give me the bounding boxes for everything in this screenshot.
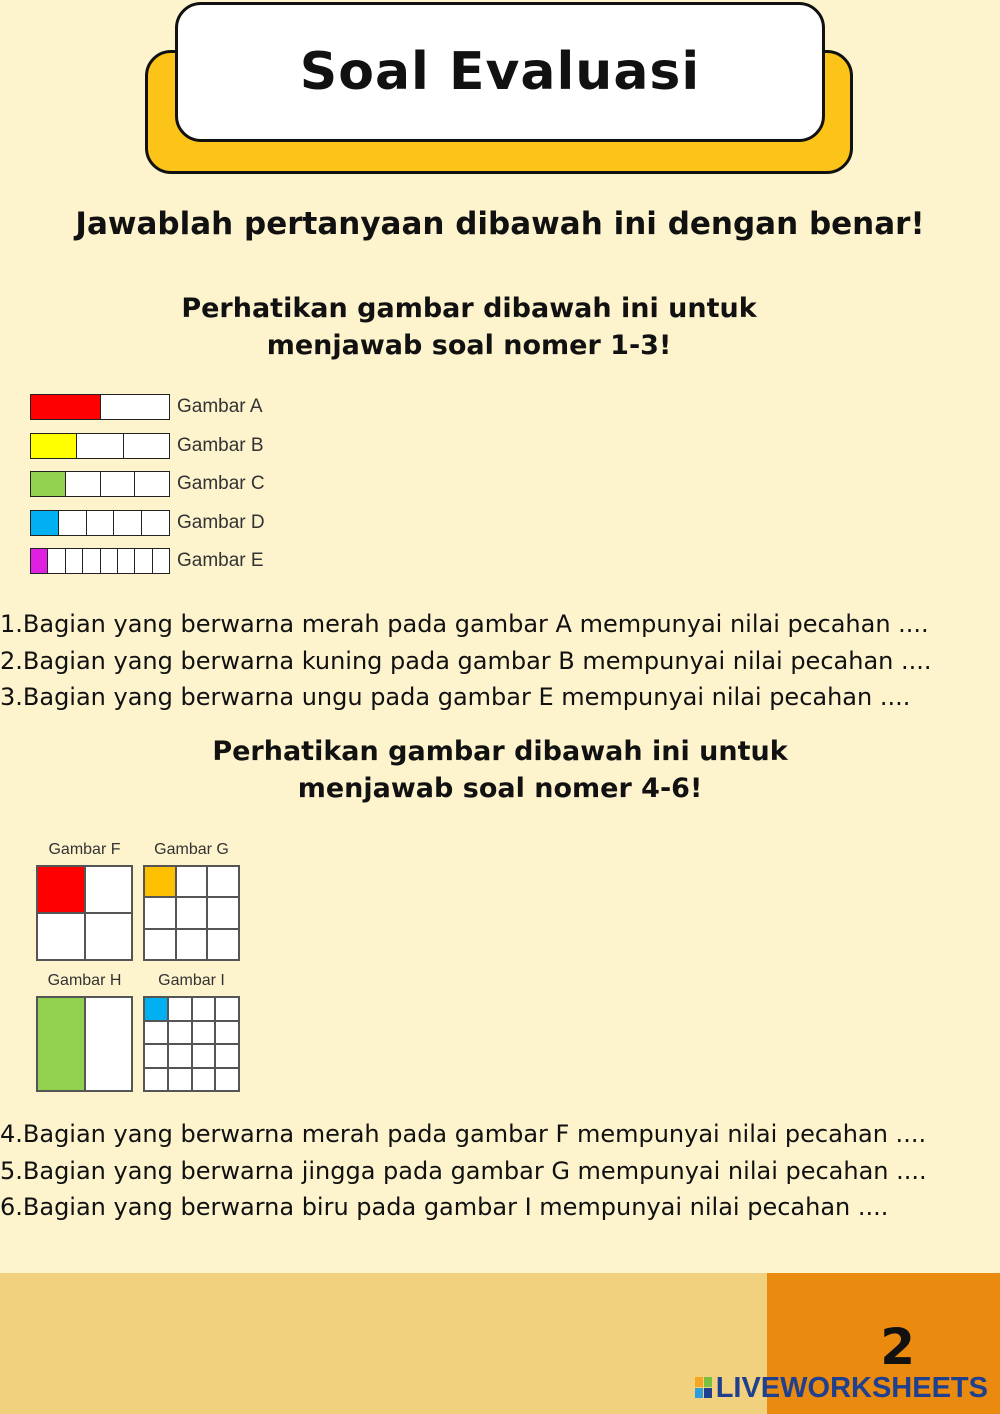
section1-heading-line1: Perhatikan gambar dibawah ini untuk bbox=[181, 293, 757, 324]
fraction-bar-part bbox=[100, 472, 135, 496]
fraction-bar-part bbox=[100, 395, 170, 419]
fraction-grid bbox=[36, 996, 133, 1092]
fraction-bar-row bbox=[30, 510, 265, 536]
fraction-bar-label: Gambar C bbox=[177, 473, 265, 494]
fraction-grid-cell bbox=[85, 997, 133, 1091]
fraction-bar-shaded-part bbox=[31, 511, 58, 535]
fraction-bars-figure bbox=[30, 394, 265, 587]
fraction-grid-cell bbox=[37, 913, 85, 960]
fraction-bar-part bbox=[65, 472, 100, 496]
fraction-bar-part bbox=[86, 511, 114, 535]
fraction-grid-cell bbox=[207, 897, 239, 928]
fraction-bar-part bbox=[117, 549, 134, 573]
fraction-bar-part bbox=[82, 549, 99, 573]
section2-heading bbox=[195, 733, 805, 807]
fraction-grid-cell bbox=[144, 897, 176, 928]
fraction-bar-shaded-part bbox=[31, 549, 47, 573]
fraction-grid-cell bbox=[176, 897, 208, 928]
fraction-grid-label: Gambar H bbox=[47, 972, 122, 989]
fraction-bar-shaded-part bbox=[31, 395, 100, 419]
fraction-grid-cell bbox=[168, 1068, 192, 1092]
fraction-bar-part bbox=[58, 511, 86, 535]
fraction-bar-part bbox=[141, 511, 169, 535]
fraction-grid-cell bbox=[215, 1068, 239, 1092]
fraction-bar-part bbox=[134, 549, 151, 573]
fraction-bar-part bbox=[47, 549, 64, 573]
question-5: 5.Bagian yang berwarna jingga pada gambar G mempunyai nilai pecahan .... bbox=[0, 1156, 927, 1185]
question-1: 1.Bagian yang berwarna merah pada gambar A mempunyai nilai pecahan .... bbox=[0, 610, 929, 638]
fraction-grid-label: Gambar I bbox=[158, 972, 225, 989]
fraction-bar-shaded-part bbox=[31, 434, 76, 458]
fraction-grid-cell bbox=[144, 929, 176, 960]
page-number: 2 bbox=[880, 1318, 915, 1376]
liveworksheets-logo-icon bbox=[695, 1377, 713, 1399]
fraction-bar-part bbox=[134, 472, 169, 496]
fraction-grid-cell bbox=[168, 1044, 192, 1068]
fraction-bar-part bbox=[152, 549, 169, 573]
section2-heading-line2: menjawab soal nomer 4-6! bbox=[297, 773, 703, 804]
fraction-grid-cell bbox=[192, 1021, 216, 1045]
fraction-bar-label: Gambar E bbox=[177, 550, 264, 571]
fraction-bar-shaded-part bbox=[31, 472, 65, 496]
section1-heading-line2: menjawab soal nomer 1-3! bbox=[266, 330, 672, 361]
fraction-grid bbox=[143, 996, 240, 1092]
fraction-grid-cell bbox=[215, 997, 239, 1021]
instruction-text: Jawablah pertanyaan dibawah ini dengan benar! bbox=[75, 206, 925, 242]
fraction-bar-row bbox=[30, 394, 265, 420]
fraction-grid-cell bbox=[85, 913, 133, 960]
fraction-bar-label: Gambar B bbox=[177, 434, 264, 456]
fraction-grid-cell bbox=[176, 929, 208, 960]
fraction-bar bbox=[30, 510, 170, 536]
fraction-grid-cell bbox=[207, 929, 239, 960]
section1-questions bbox=[0, 606, 1000, 716]
fraction-grid-cell bbox=[144, 1021, 168, 1045]
fraction-grid-cell bbox=[176, 866, 208, 897]
fraction-bar bbox=[30, 548, 170, 574]
fraction-grid-cell bbox=[192, 1068, 216, 1092]
fraction-bar-part bbox=[113, 511, 141, 535]
question-4: 4.Bagian yang berwarna merah pada gambar F mempunyai nilai pecahan .... bbox=[0, 1120, 927, 1148]
fraction-grid-cell bbox=[144, 1068, 168, 1092]
fraction-bar bbox=[30, 471, 170, 497]
question-6: 6.Bagian yang berwarna biru pada gambar I mempunyai nilai pecahan .... bbox=[0, 1193, 889, 1221]
brand-text: LIVEWORKSHEETS bbox=[715, 1372, 988, 1404]
fraction-bar-part bbox=[76, 434, 122, 458]
question-2: 2.Bagian yang berwarna kuning pada gambar B mempunyai nilai pecahan .... bbox=[0, 646, 932, 675]
fraction-bar-row bbox=[30, 471, 265, 497]
fraction-bar bbox=[30, 394, 170, 420]
fraction-grid-cell bbox=[207, 866, 239, 897]
title-banner bbox=[175, 2, 825, 142]
fraction-grid-shaded-cell bbox=[144, 866, 176, 897]
fraction-grid bbox=[36, 865, 133, 961]
page-title: Soal Evaluasi bbox=[299, 42, 701, 102]
fraction-grid-cell bbox=[168, 1021, 192, 1045]
fraction-bar bbox=[30, 433, 170, 459]
fraction-grid-shaded-cell bbox=[144, 997, 168, 1021]
fraction-grid-cell bbox=[168, 997, 192, 1021]
fraction-grid-label: Gambar G bbox=[154, 841, 229, 858]
fraction-grid-cell bbox=[192, 997, 216, 1021]
fraction-grid-cell bbox=[85, 866, 133, 913]
fraction-grid-label: Gambar F bbox=[48, 841, 121, 858]
section1-heading bbox=[164, 290, 774, 364]
fraction-grid-cell bbox=[215, 1044, 239, 1068]
fraction-grid bbox=[143, 865, 240, 961]
fraction-grid-cell bbox=[192, 1044, 216, 1068]
fraction-bar-row bbox=[30, 548, 265, 574]
fraction-bar-part bbox=[100, 549, 117, 573]
fraction-bar-part bbox=[65, 549, 82, 573]
question-3: 3.Bagian yang berwarna ungu pada gambar E mempunyai nilai pecahan .... bbox=[0, 683, 911, 711]
fraction-grid-shaded-cell bbox=[37, 997, 85, 1091]
fraction-bar-label: Gambar D bbox=[177, 511, 265, 533]
section2-heading-line1: Perhatikan gambar dibawah ini untuk bbox=[212, 736, 788, 767]
fraction-bar-label: Gambar A bbox=[177, 396, 263, 417]
fraction-bar-part bbox=[123, 434, 169, 458]
fraction-grid-cell bbox=[144, 1044, 168, 1068]
brand-logo[interactable] bbox=[695, 1372, 988, 1405]
fraction-grid-shaded-cell bbox=[37, 866, 85, 913]
section2-questions bbox=[0, 1116, 1000, 1226]
fraction-grid-cell bbox=[215, 1021, 239, 1045]
fraction-bar-row bbox=[30, 433, 265, 459]
